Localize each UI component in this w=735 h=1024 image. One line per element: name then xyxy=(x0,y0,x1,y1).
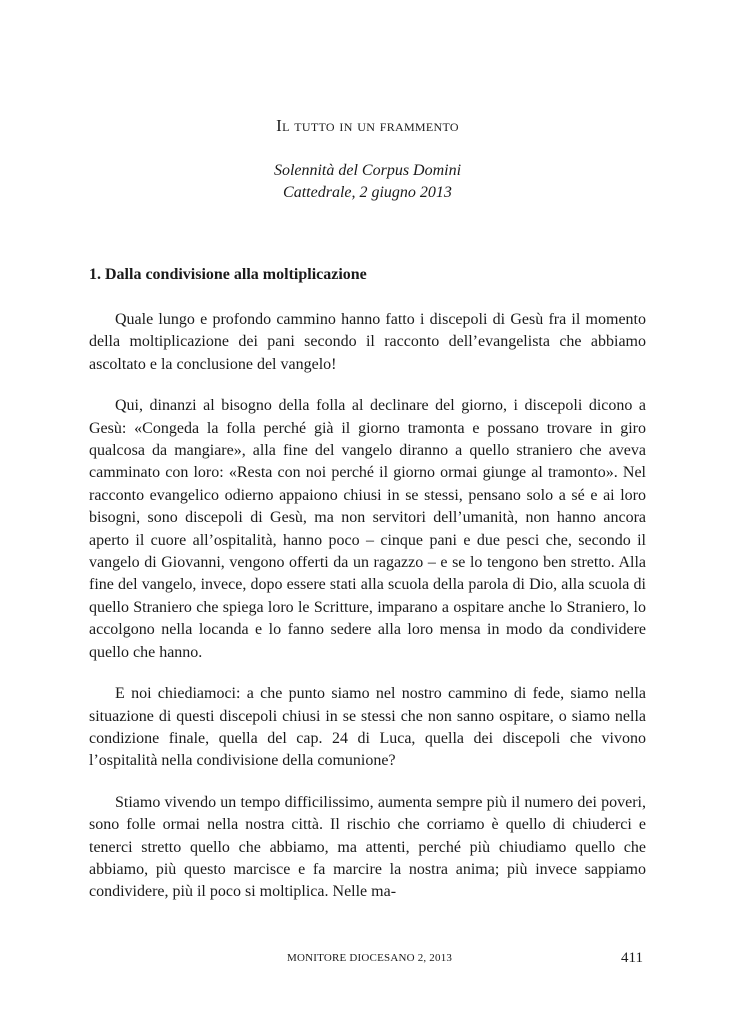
body-text xyxy=(89,309,646,923)
journal-name: MONITORE DIOCESANO 2, 2013 xyxy=(287,952,453,964)
page-footer xyxy=(0,950,735,970)
paragraph-4: Stiamo vivendo un tempo difficilissimo, aumenta sempre più il numero dei poveri, sono folle ormai nella nostra città. Il rischio che corriamo è quello di chiuderci e tenerci stretto quello che abbiamo, ma attenti, perché più chiudiamo quello che abbiamo, più questo marcisce e fa marcire la nostra anima; più invece sappiamo condividere, più il poco si moltiplica. Nelle ma- xyxy=(89,793,646,901)
page-title: Il tutto in un frammento xyxy=(276,116,459,135)
page-number: 411 xyxy=(621,950,643,966)
subtitle-place-date: Cattedrale, 2 giugno 2013 xyxy=(283,184,452,201)
paragraph-2: Qui, dinanzi al bisogno della folla al declinare del giorno, i discepoli dicono a Gesù: «Congeda la folla perché già il giorno tramonta e possano trovare in giro qualcosa da mangiare», alla fine del vangelo diranno a quello straniero che aveva camminato con loro: «Resta con noi perché il giorno ormai giunge al tramonto». Nel racconto evangelico odierno appaiono chiusi in se stessi, pensano solo a sé e ai loro bisogni, sono discepoli di Gesù, ma non servitori dell’umanità, non hanno ancora aperto il cuore all’ospitalità, hanno poco – cinque pani e due pesci che, secondo il vangelo di Giovanni, vengono offerti da un ragazzo – e se lo tengono ben stretto. Alla fine del vangelo, invece, dopo essere stati alla scuola della parola di Dio, alla scuola di quello Straniero che spiega loro le Scritture, imparano a ospitare anche lo Straniero, lo accolgono nella locanda e lo fanno sedere alla loro mensa in modo da condividere quello che hanno. xyxy=(89,397,646,661)
section-heading: 1. Dalla condivisione alla moltiplicazione xyxy=(89,266,367,283)
paragraph-1: Quale lungo e profondo cammino hanno fatto i discepoli di Gesù fra il momento della moltiplicazione dei pani secondo il racconto dell’evangelista che abbiamo ascoltato e la conclusione del vangelo! xyxy=(89,311,646,373)
subtitle-occasion: Solennità del Corpus Domini xyxy=(273,162,462,179)
paragraph-3: E noi chiediamoci: a che punto siamo nel nostro cammino di fede, siamo nella situazione di questi discepoli chiusi in se stessi che non sanno ospitare, o siamo nella condizione finale, quella del cap. 24 di Luca, quella dei discepoli che vivono l’ospitalità nella condivisione della comunione? xyxy=(89,685,646,770)
